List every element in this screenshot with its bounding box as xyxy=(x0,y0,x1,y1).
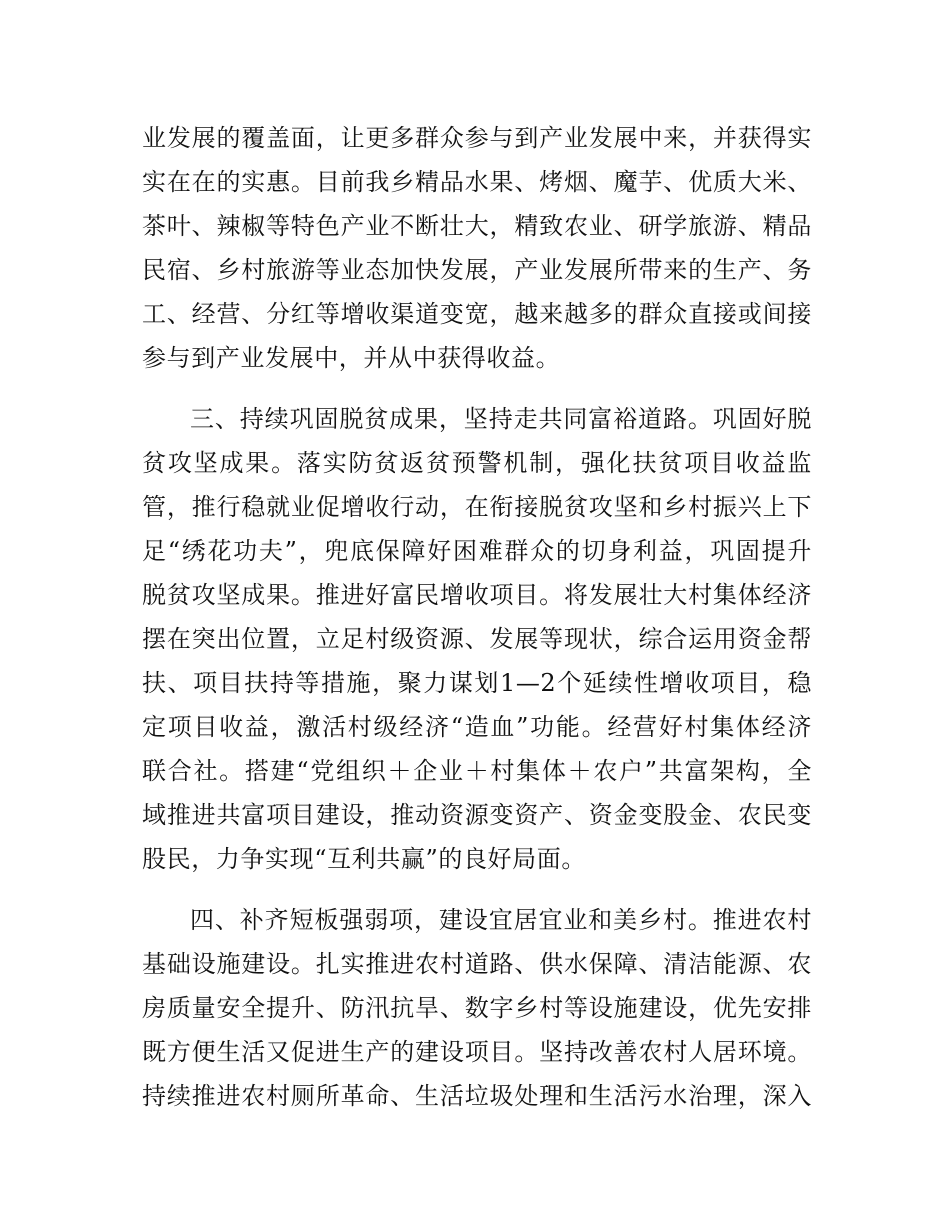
text-line: 扶、项目扶持等措施，聚力谋划1—2个延续性增收项目，稳 xyxy=(142,669,812,697)
text-line: 茶叶、辣椒等特色产业不断壮大，精致农业、研学旅游、精品 xyxy=(142,212,812,240)
text-line: 三、持续巩固脱贫成果，坚持走共同富裕道路。巩固好脱 xyxy=(190,405,812,433)
text-line: 实在在的实惠。目前我乡精品水果、烤烟、魔芋、优质大米、 xyxy=(142,168,812,196)
text-line: 管，推行稳就业促增收行动，在衔接脱贫攻坚和乡村振兴上下 xyxy=(142,493,812,521)
text-line: 贫攻坚成果。落实防贫返贫预警机制，强化扶贫项目收益监 xyxy=(142,449,812,477)
text-line: 四、补齐短板强弱项，建设宜居宜业和美乡村。推进农村 xyxy=(190,906,812,934)
text-line: 房质量安全提升、防汛抗旱、数字乡村等设施建设，优先安排 xyxy=(142,994,812,1022)
text-line: 既方便生活又促进生产的建设项目。坚持改善农村人居环境。 xyxy=(142,1038,812,1066)
text-line: 域推进共富项目建设，推动资源变资产、资金变股金、农民变 xyxy=(142,801,812,829)
text-line: 足“绣花功夫”，兜底保障好困难群众的切身利益，巩固提升 xyxy=(142,537,812,565)
text-line: 定项目收益，激活村级经济“造血”功能。经营好村集体经济 xyxy=(142,713,812,741)
text-line: 摆在突出位置，立足村级资源、发展等现状，综合运用资金帮 xyxy=(142,625,812,653)
text-line: 脱贫攻坚成果。推进好富民增收项目。将发展壮大村集体经济 xyxy=(142,581,812,609)
text-line: 民宿、乡村旅游等业态加快发展，产业发展所带来的生产、务 xyxy=(142,256,812,284)
text-line: 联合社。搭建“党组织＋企业＋村集体＋农户”共富架构，全 xyxy=(142,757,812,785)
text-line: 股民，力争实现“互利共赢”的良好局面。 xyxy=(142,845,586,873)
text-line: 基础设施建设。扎实推进农村道路、供水保障、清洁能源、农 xyxy=(142,950,812,978)
text-line: 工、经营、分红等增收渠道变宽，越来越多的群众直接或间接 xyxy=(142,300,812,328)
text-line: 参与到产业发展中，并从中获得收益。 xyxy=(142,344,561,372)
document-body xyxy=(142,116,812,1118)
text-line: 业发展的覆盖面，让更多群众参与到产业发展中来，并获得实 xyxy=(142,124,812,152)
paragraph-2 xyxy=(142,397,812,881)
text-line: 持续推进农村厕所革命、生活垃圾处理和生活污水治理，深入 xyxy=(142,1082,812,1110)
paragraph-1 xyxy=(142,116,812,380)
paragraph-3 xyxy=(142,898,812,1118)
